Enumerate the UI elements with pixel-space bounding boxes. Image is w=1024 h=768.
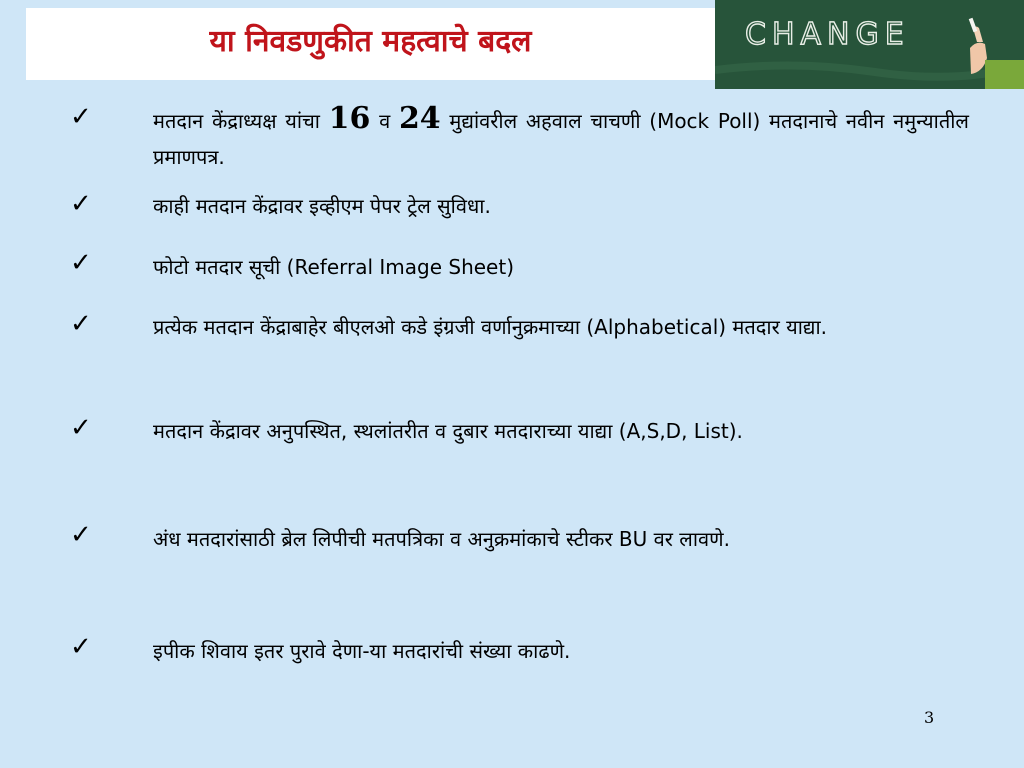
check-icon: ✓ xyxy=(70,520,92,550)
check-icon: ✓ xyxy=(70,413,92,443)
bullet-text: मतदान केंद्राध्यक्ष यांचा 16 व 24 मुद्यांवरील अहवाल चाचणी (Mock Poll) मतदानाचे नवीन नमुन्यातील प्रमाणपत्र. xyxy=(153,101,969,169)
bullet-text: फोटो मतदार सूची (Referral Image Sheet) xyxy=(153,255,515,279)
bullet-text: मतदान केंद्रावर अनुपस्थित, स्थलांतरीत व दुबार मतदाराच्या याद्या (A,S,D, List). xyxy=(153,419,743,443)
slide-title: या निवडणुकीत महत्वाचे बदल xyxy=(209,24,532,59)
bullet-text: काही मतदान केंद्रावर इव्हीएम पेपर ट्रेल सुविधा. xyxy=(153,194,491,218)
page-number: 3 xyxy=(924,708,935,727)
check-icon: ✓ xyxy=(70,248,92,278)
bullet-text: प्रत्येक मतदान केंद्राबाहेर बीएलओ कडे इंग्रजी वर्णानुक्रमाच्या (Alphabetical) मतदार याद्या. xyxy=(153,315,828,339)
check-icon: ✓ xyxy=(70,309,92,339)
check-icon: ✓ xyxy=(70,102,92,132)
check-icon: ✓ xyxy=(70,189,92,219)
bullet-text: इपीक शिवाय इतर पुरावे देणा-या मतदारांची संख्या काढणे. xyxy=(153,639,571,663)
chalkboard-text: CHANGE xyxy=(745,17,910,52)
check-icon: ✓ xyxy=(70,632,92,662)
bullet-text: अंध मतदारांसाठी ब्रेल लिपीची मतपत्रिका व अनुक्रमांकाचे स्टीकर BU वर लावणे. xyxy=(153,527,730,551)
